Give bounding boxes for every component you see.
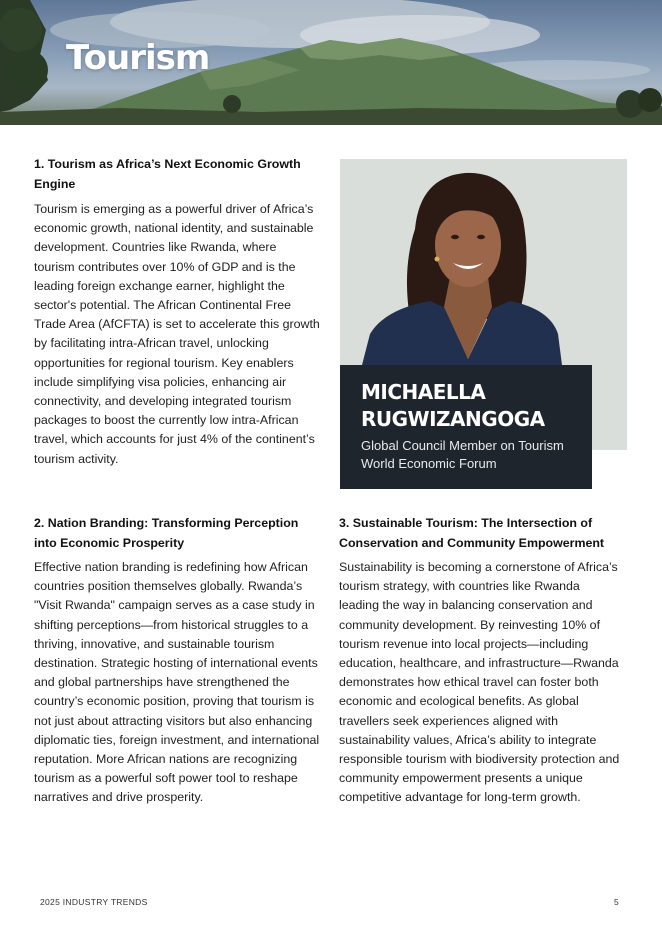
section-2-heading: 2. Nation Branding: Transforming Perception into Economic Prosperity xyxy=(34,516,299,550)
profile-role xyxy=(361,437,564,472)
section-1-heading: 1. Tourism as Africa’s Next Economic Growth Engine xyxy=(34,157,301,191)
profile-name-card xyxy=(340,365,592,489)
footer-label: 2025 INDUSTRY TRENDS xyxy=(40,897,148,907)
profile-role-line-1: Global Council Member on Tourism xyxy=(361,438,564,453)
section-2-body: Effective nation branding is redefining how African countries position themselves globally. Rwanda’s "Visit Rwanda" campaign serves as a case study in shifting perceptions—from historical struggles to a thriving, innovative, and sustainable tourism destination. Strategic hosting of international events and global partnerships have strengthened the country’s economic position, proving that tourism is not just about attracting visitors but also enhancing diplomatic ties, foreign investment, and international reputation. More African nations are recognizing tourism as a powerful soft power tool to reshape narratives and drive prosperity. xyxy=(34,560,320,805)
profile-name: MICHAELLA RUGWIZANGOGA xyxy=(361,380,545,431)
profile-role-line-2: World Economic Forum xyxy=(361,455,497,471)
portrait-photo xyxy=(340,159,627,365)
page-number: 5 xyxy=(614,897,619,907)
header-banner xyxy=(0,0,662,125)
section-3-heading: 3. Sustainable Tourism: The Intersection of Conservation and Community Empowerment xyxy=(339,516,605,550)
section-1-body: Tourism is emerging as a powerful driver of Africa’s economic growth, national identity, and sustainable development. Countries like Rwanda, where tourism contributes over 10% of GDP and is the leading foreign exchange earner, highlight the sector's potential. The African Continental Free Trade Area (AfCFTA) is set to accelerate this growth by facilitating intra-African travel, unlocking opportunities for regional tourism. Key enablers include simplifying visa policies, enhancing air connectivity, and developing integrated tourism packages to boost the currently low intra-African travel, which accounts for just 4% of the continent’s tourism activity. xyxy=(34,202,320,466)
section-3-body: Sustainability is becoming a cornerstone of Africa’s tourism strategy, with countries like Rwanda leading the way in balancing conservation and community development. By reinvesting 10% of tourism revenue into local projects—including education, healthcare, and infrastructure—Rwanda demonstrates how ethical travel can foster both economic and ecological benefits. As global travellers seek experiences aligned with sustainability values, Africa’s ability to integrate responsible tourism with biodiversity protection and community empowerment presents a unique competitive advantage for long-term growth. xyxy=(339,560,620,805)
page-title: Tourism xyxy=(66,38,210,78)
